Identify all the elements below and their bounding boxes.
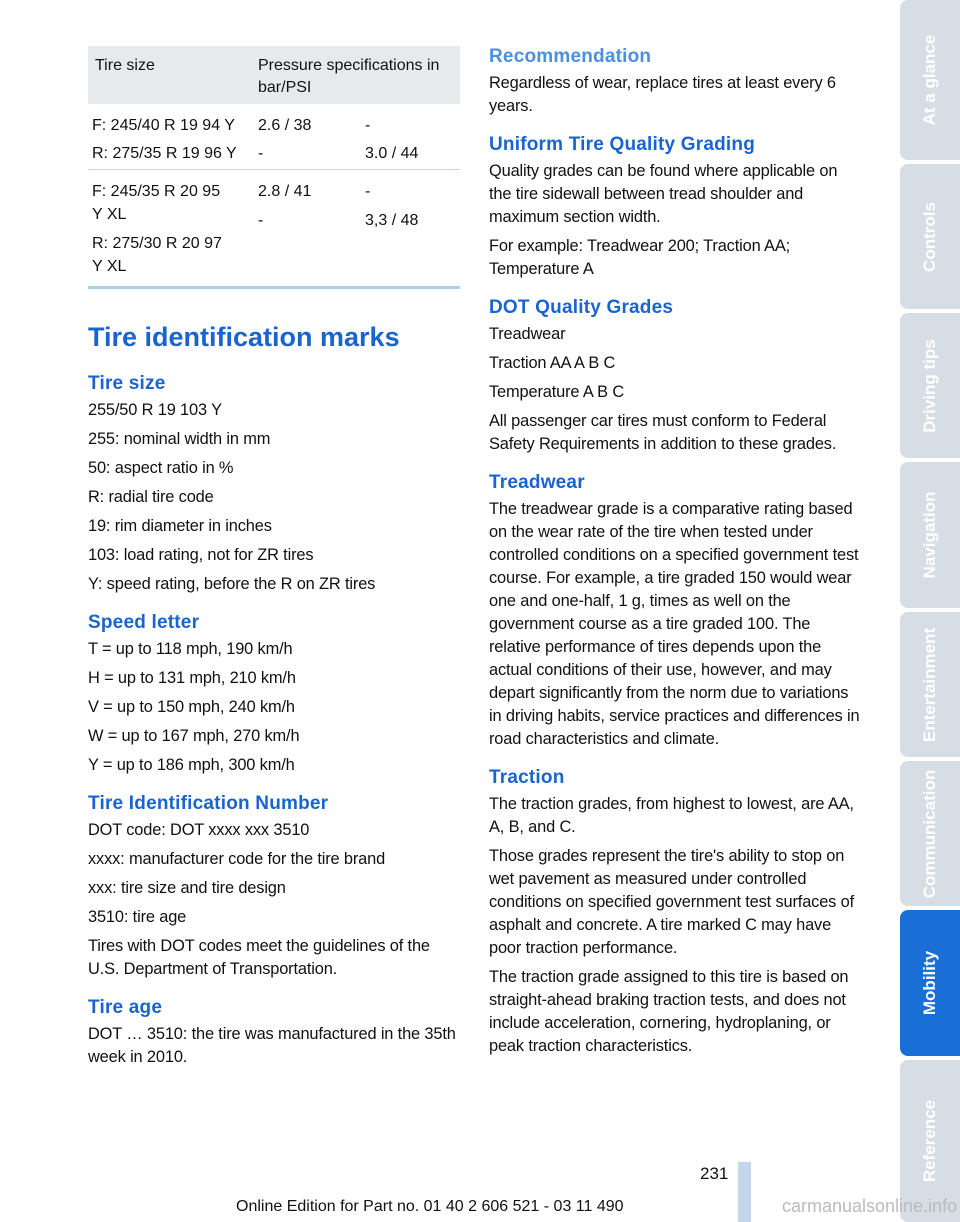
heading-dot-grades: DOT Quality Grades <box>489 297 674 318</box>
text-line: H = up to 131 mph, 210 km/h <box>88 669 296 687</box>
text-line: V = up to 150 mph, 240 km/h <box>88 698 295 716</box>
table-bottom-rule <box>88 286 460 289</box>
text-line: DOT code: DOT xxxx xxx 3510 <box>88 821 310 839</box>
text-line: Traction AA A B C <box>489 354 616 372</box>
tire-rear-size: R: 275/35 R 19 96 Y <box>92 145 237 162</box>
text-paragraph: The treadwear grade is a comparative rating based on the wear rate of the tire when tested under controlled conditions on a specified government test course. For example, a tire graded 150 would wear one and one-half, 1 g, times as well on the government course as a tire graded 100. The relative performance of tires depends upon the actual conditions of their use, however, and may depart significantly from the norm due to variations in driving habits, service practices and differences in road characteristics and climate. <box>489 500 860 748</box>
text-line: 50: aspect ratio in % <box>88 459 234 477</box>
table-header <box>88 46 460 104</box>
text-line: W = up to 167 mph, 270 km/h <box>88 727 300 745</box>
tab-at-a-glance[interactable]: At a glance <box>900 0 960 160</box>
text-paragraph: Those grades represent the tire's ability to stop on wet pavement as measured under controlled conditions on specified government test surfaces of asphalt and concrete. A tire marked C may have poor traction performance. <box>489 847 854 957</box>
footer-text: Online Edition for Part no. 01 40 2 606 521 - 03 11 490 <box>236 1198 624 1215</box>
tire-front-size: F: 245/35 R 20 95 <box>92 183 221 200</box>
text-line: 255: nominal width in mm <box>88 430 271 448</box>
pressure-value: - <box>365 183 371 200</box>
page-number: 231 <box>700 1164 729 1183</box>
left-column <box>88 373 460 1075</box>
text-line: Tires with DOT codes meet the guidelines of the U.S. Department of Transportation. <box>88 937 430 978</box>
text-line: T = up to 118 mph, 190 km/h <box>88 640 293 658</box>
heading-utqg: Uniform Tire Quality Grading <box>489 134 756 155</box>
text-paragraph: All passenger car tires must conform to Federal Safety Requirements in addition to these grades. <box>489 412 837 453</box>
text-paragraph: The traction grade assigned to this tire is based on straight-ahead braking traction tests, and does not include acceleration, cornering, hydroplaning, or peak traction characteristics. <box>489 968 849 1055</box>
heading-tire-size: Tire size <box>88 373 166 394</box>
text-line: 19: rim diameter in inches <box>88 517 272 535</box>
pressure-value: 2.8 / 41 <box>258 183 312 200</box>
tire-rear-size: R: 275/30 R 20 97 <box>92 235 222 252</box>
pressure-value: 2.6 / 38 <box>258 117 312 134</box>
chapter-tabs <box>900 0 960 1222</box>
heading-treadwear: Treadwear <box>489 472 585 493</box>
heading-tire-age: Tire age <box>88 997 163 1018</box>
right-column <box>489 46 861 1064</box>
text-line: 3510: tire age <box>88 908 187 926</box>
tab-controls[interactable]: Controls <box>900 164 960 309</box>
text-line: 103: load rating, not for ZR tires <box>88 546 314 564</box>
text-line: xxx: tire size and tire design <box>88 879 286 897</box>
text-line: Y = up to 186 mph, 300 km/h <box>88 756 295 774</box>
tab-mobility[interactable]: Mobility <box>900 910 960 1056</box>
pressure-value: - <box>258 212 264 229</box>
text-paragraph: DOT … 3510: the tire was manufactured in the 35th week in 2010. <box>88 1025 456 1066</box>
tab-driving-tips[interactable]: Driving tips <box>900 313 960 458</box>
text-paragraph: The traction grades, from highest to lowest, are AA, A, B, and C. <box>489 795 854 836</box>
tire-pressure-table <box>88 46 460 275</box>
text-line: Temperature A B C <box>489 383 625 401</box>
header-pressure: Pressure specifications in bar/PSI <box>258 57 440 96</box>
text-line: R: radial tire code <box>88 488 214 506</box>
heading-speed-letter: Speed letter <box>88 612 200 633</box>
text-line: Treadwear <box>489 325 566 343</box>
table-row <box>88 104 460 275</box>
section-title: Tire identification marks <box>88 322 400 352</box>
text-paragraph: Regardless of wear, replace tires at least every 6 years. <box>489 74 836 115</box>
pressure-value: - <box>365 117 371 134</box>
row-divider <box>88 169 460 170</box>
tab-reference[interactable]: Reference <box>900 1060 960 1222</box>
watermark: carmanualsonline.info <box>782 1196 958 1216</box>
heading-recommendation: Recommendation <box>489 46 652 67</box>
pressure-value: 3,3 / 48 <box>365 212 419 229</box>
tire-front-size-cont: Y XL <box>92 206 127 223</box>
text-line: xxxx: manufacturer code for the tire brand <box>88 850 386 868</box>
tire-rear-size-cont: Y XL <box>92 258 127 275</box>
pressure-value: 3.0 / 44 <box>365 145 419 162</box>
heading-tin: Tire Identification Number <box>88 793 329 814</box>
header-tire-size: Tire size <box>95 57 155 74</box>
tab-navigation[interactable]: Navigation <box>900 462 960 608</box>
text-line: Y: speed rating, before the R on ZR tires <box>88 575 376 593</box>
text-paragraph: For example: Treadwear 200; Traction AA; Temperature A <box>489 237 791 278</box>
heading-traction: Traction <box>489 767 565 788</box>
text-line: 255/50 R 19 103 Y <box>88 401 222 419</box>
tab-entertainment[interactable]: Entertainment <box>900 612 960 757</box>
tire-front-size: F: 245/40 R 19 94 Y <box>92 117 235 134</box>
page-marker-bar <box>738 1162 751 1222</box>
pressure-value: - <box>258 145 264 162</box>
tab-communication[interactable]: Communication <box>900 761 960 906</box>
text-paragraph: Quality grades can be found where applicable on the tire sidewall between tread shoulder and maximum section width. <box>489 162 838 226</box>
